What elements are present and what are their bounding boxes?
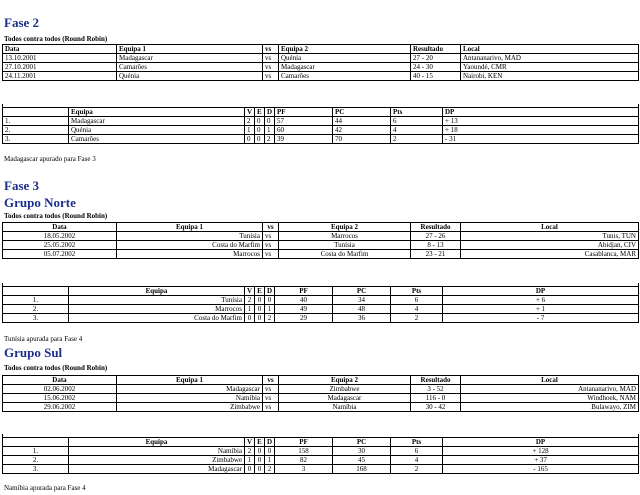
column-header: Equipa 2	[279, 45, 411, 54]
table-header-row	[3, 45, 639, 54]
table-row	[3, 72, 639, 81]
table-cell: 39	[275, 135, 333, 144]
column-header: vs	[263, 223, 279, 232]
column-header: Resultado	[411, 45, 461, 54]
table-cell: Marrocos	[69, 305, 245, 314]
table-row	[3, 394, 639, 403]
column-header	[3, 108, 69, 117]
table-cell: 27 - 26	[411, 232, 461, 241]
table-cell: 36	[333, 314, 391, 323]
table-cell: 24.11.2001	[3, 72, 117, 81]
table-cell: Quénia	[117, 72, 263, 81]
table-cell: 45	[333, 456, 391, 465]
table-cell: 116 - 0	[411, 394, 461, 403]
table-cell: vs	[263, 54, 279, 63]
column-header: Resultado	[411, 376, 461, 385]
table-row	[3, 305, 639, 314]
table-cell: 24 - 30	[411, 63, 461, 72]
column-header: Data	[3, 223, 117, 232]
table-cell: Namíbia	[69, 447, 245, 456]
table-cell: Zimbabwe	[279, 385, 411, 394]
table-cell: 0	[255, 305, 265, 314]
table-cell: + 1	[443, 305, 639, 314]
table-cell: 0	[255, 447, 265, 456]
column-header: Equipa 2	[279, 376, 411, 385]
table-cell: 18.05.2002	[3, 232, 117, 241]
table-cell: 49	[275, 305, 333, 314]
table-cell: vs	[263, 250, 279, 259]
table-cell: vs	[263, 403, 279, 412]
table-cell: Abidjan, CIV	[461, 241, 639, 250]
table-cell: 27 - 20	[411, 54, 461, 63]
table-cell: Quénia	[279, 54, 411, 63]
table-cell: 0	[255, 314, 265, 323]
column-header: Equipa	[69, 438, 245, 447]
table-cell: 57	[275, 117, 333, 126]
table-cell: 6	[391, 296, 443, 305]
column-header: Pts	[391, 438, 443, 447]
table-cell: vs	[263, 241, 279, 250]
table-cell: 6	[391, 117, 443, 126]
table-cell: 23 - 21	[411, 250, 461, 259]
grupo-norte-title: Grupo Norte	[4, 195, 76, 210]
table-cell: 15.06.2002	[3, 394, 117, 403]
column-header: Local	[461, 223, 639, 232]
table-cell: 2	[391, 135, 443, 144]
table-cell: Camarões	[69, 135, 245, 144]
table-cell: 1	[245, 456, 255, 465]
column-header: DP	[443, 287, 639, 296]
table-cell: 05.07.2002	[3, 250, 117, 259]
grupo-sul-standings-table	[2, 434, 639, 474]
table-cell: 3.	[3, 135, 69, 144]
grupo-norte-note: Tunísia apurada para Fase 4	[4, 335, 83, 343]
table-cell: 1	[265, 305, 275, 314]
table-cell: 3.	[3, 465, 69, 474]
fase2-title: Fase 2	[4, 15, 40, 30]
column-header: PF	[275, 438, 333, 447]
table-cell: + 6	[443, 296, 639, 305]
table-cell: Namíbia	[279, 403, 411, 412]
document-page	[2, 0, 638, 495]
table-cell: vs	[263, 63, 279, 72]
table-cell: + 18	[443, 126, 639, 135]
table-row	[3, 232, 639, 241]
table-header-row	[3, 376, 639, 385]
table-cell: 2	[391, 314, 443, 323]
table-header-row	[3, 223, 639, 232]
table-cell: Tunísia	[279, 241, 411, 250]
table-cell: 40 - 15	[411, 72, 461, 81]
table-row	[3, 296, 639, 305]
column-header: Equipa 1	[117, 223, 263, 232]
table-cell: 3 - 52	[411, 385, 461, 394]
table-header-row	[3, 108, 639, 117]
table-cell: vs	[263, 394, 279, 403]
table-cell: 0	[265, 296, 275, 305]
column-header: Equipa 1	[117, 376, 263, 385]
table-cell: vs	[263, 385, 279, 394]
table-cell: 60	[275, 126, 333, 135]
table-cell: 1	[265, 456, 275, 465]
column-header: D	[265, 108, 275, 117]
table-cell: 3.	[3, 314, 69, 323]
table-row	[3, 385, 639, 394]
column-header: PC	[333, 108, 391, 117]
table-cell: 0	[255, 126, 265, 135]
column-header: Equipa	[69, 108, 245, 117]
column-header: vs	[263, 376, 279, 385]
column-header: Equipa 2	[279, 223, 411, 232]
table-cell: 2	[265, 465, 275, 474]
column-header: V	[245, 287, 255, 296]
table-cell: 44	[333, 117, 391, 126]
table-cell: Madagascar	[279, 63, 411, 72]
table-cell: 2.	[3, 126, 69, 135]
fase2-subtitle: Todos contra todos (Round Robin)	[4, 35, 108, 43]
table-cell: + 128	[443, 447, 639, 456]
table-cell: 34	[333, 296, 391, 305]
table-row	[3, 314, 639, 323]
table-cell: + 13	[443, 117, 639, 126]
column-header: DP	[443, 108, 639, 117]
grupo-sul-title: Grupo Sul	[4, 345, 63, 360]
table-cell: Camarões	[117, 63, 263, 72]
table-cell: Madagascar	[69, 465, 245, 474]
table-cell: 4	[391, 126, 443, 135]
table-cell: 1.	[3, 117, 69, 126]
column-header: D	[265, 438, 275, 447]
table-row	[3, 241, 639, 250]
table-row	[3, 403, 639, 412]
table-cell: Antananarivo, MAD	[461, 54, 639, 63]
table-cell: Casablanca, MAR	[461, 250, 639, 259]
table-cell: Bulawayo, ZIM	[461, 403, 639, 412]
table-header-row	[3, 438, 639, 447]
table-cell: 30 - 42	[411, 403, 461, 412]
table-cell: 2.	[3, 305, 69, 314]
table-cell: 2	[245, 447, 255, 456]
column-header	[3, 287, 69, 296]
table-cell: 42	[333, 126, 391, 135]
table-row	[3, 126, 639, 135]
column-header	[3, 438, 69, 447]
table-cell: 40	[275, 296, 333, 305]
table-cell: 0	[265, 447, 275, 456]
column-header: E	[255, 108, 265, 117]
table-cell: 2	[265, 135, 275, 144]
table-cell: 1.	[3, 447, 69, 456]
column-header: Resultado	[411, 223, 461, 232]
fase2-games-table	[2, 44, 639, 81]
table-row	[3, 63, 639, 72]
table-cell: Antananarivo, MAD	[461, 385, 639, 394]
table-cell: 29	[275, 314, 333, 323]
table-cell: vs	[263, 72, 279, 81]
table-cell: 0	[245, 135, 255, 144]
table-cell: - 31	[443, 135, 639, 144]
table-cell: vs	[263, 232, 279, 241]
table-cell: Madagascar	[117, 385, 263, 394]
column-header: Data	[3, 376, 117, 385]
table-cell: 6	[391, 447, 443, 456]
column-header: Equipa	[69, 287, 245, 296]
table-cell: 0	[255, 117, 265, 126]
table-row	[3, 456, 639, 465]
table-cell: 27.10.2001	[3, 63, 117, 72]
table-cell: 1.	[3, 296, 69, 305]
table-cell: Yaoundé, CMR	[461, 63, 639, 72]
table-cell: Madagascar	[117, 54, 263, 63]
table-cell: Zimbabwe	[117, 403, 263, 412]
fase2-note: Madagascar apurado para Fase 3	[4, 155, 96, 163]
table-cell: 0	[255, 296, 265, 305]
table-row	[3, 447, 639, 456]
table-cell: 25.05.2002	[3, 241, 117, 250]
table-row	[3, 135, 639, 144]
table-cell: 48	[333, 305, 391, 314]
table-cell: 3	[275, 465, 333, 474]
column-header: DP	[443, 438, 639, 447]
grupo-norte-games-table	[2, 222, 639, 259]
table-cell: 158	[275, 447, 333, 456]
table-cell: 0	[265, 117, 275, 126]
table-cell: Marrocos	[279, 232, 411, 241]
grupo-sul-games-table	[2, 375, 639, 412]
table-cell: Tunis, TUN	[461, 232, 639, 241]
table-cell: 1	[245, 126, 255, 135]
table-cell: Costa do Marfim	[279, 250, 411, 259]
column-header: vs	[263, 45, 279, 54]
column-header: V	[245, 438, 255, 447]
table-header-row	[3, 287, 639, 296]
table-cell: Camarões	[279, 72, 411, 81]
table-cell: Marrocos	[117, 250, 263, 259]
table-row	[3, 250, 639, 259]
column-header: PF	[275, 108, 333, 117]
table-cell: 70	[333, 135, 391, 144]
column-header: Equipa 1	[117, 45, 263, 54]
table-cell: Zimbabwe	[69, 456, 245, 465]
table-cell: - 165	[443, 465, 639, 474]
column-header: E	[255, 438, 265, 447]
column-header: PC	[333, 287, 391, 296]
table-cell: Madagascar	[69, 117, 245, 126]
fase3-title: Fase 3	[4, 178, 40, 193]
column-header: Data	[3, 45, 117, 54]
table-cell: 2.	[3, 456, 69, 465]
table-cell: 8 - 13	[411, 241, 461, 250]
column-header: Local	[461, 376, 639, 385]
column-header: Local	[461, 45, 639, 54]
grupo-norte-subtitle: Todos contra todos (Round Robin)	[4, 212, 108, 220]
table-cell: 13.10.2001	[3, 54, 117, 63]
column-header: V	[245, 108, 255, 117]
table-cell: Costa do Marfim	[69, 314, 245, 323]
table-cell: Tunísia	[69, 296, 245, 305]
table-cell: 1	[245, 305, 255, 314]
table-cell: 4	[391, 456, 443, 465]
table-cell: 2	[265, 314, 275, 323]
column-header: PC	[333, 438, 391, 447]
table-row	[3, 54, 639, 63]
table-cell: + 37	[443, 456, 639, 465]
table-cell: Nairobi, KEN	[461, 72, 639, 81]
table-cell: 2	[245, 296, 255, 305]
column-header: PF	[275, 287, 333, 296]
table-cell: 2	[245, 117, 255, 126]
table-cell: 0	[255, 456, 265, 465]
table-cell: - 7	[443, 314, 639, 323]
table-cell: 29.06.2002	[3, 403, 117, 412]
table-cell: Quénia	[69, 126, 245, 135]
column-header: Pts	[391, 287, 443, 296]
table-cell: Windhoek, NAM	[461, 394, 639, 403]
table-cell: 2	[391, 465, 443, 474]
grupo-sul-subtitle: Todos contra todos (Round Robin)	[4, 364, 108, 372]
table-cell: 0	[245, 314, 255, 323]
table-cell: 0	[245, 465, 255, 474]
column-header: D	[265, 287, 275, 296]
table-cell: 0	[255, 465, 265, 474]
table-cell: Namíbia	[117, 394, 263, 403]
table-cell: Tunísia	[117, 232, 263, 241]
fase2-standings-table	[2, 104, 639, 144]
table-cell: Costa do Marfim	[117, 241, 263, 250]
table-cell: 168	[333, 465, 391, 474]
table-row	[3, 465, 639, 474]
table-cell: 02.06.2002	[3, 385, 117, 394]
table-cell: 4	[391, 305, 443, 314]
column-header: Pts	[391, 108, 443, 117]
table-cell: 1	[265, 126, 275, 135]
column-header: E	[255, 287, 265, 296]
table-cell: 30	[333, 447, 391, 456]
table-cell: 82	[275, 456, 333, 465]
table-cell: 0	[255, 135, 265, 144]
grupo-sul-note: Namíbia apurada para Fase 4	[4, 484, 86, 492]
table-row	[3, 117, 639, 126]
grupo-norte-standings-table	[2, 283, 639, 323]
table-cell: Madagascar	[279, 394, 411, 403]
